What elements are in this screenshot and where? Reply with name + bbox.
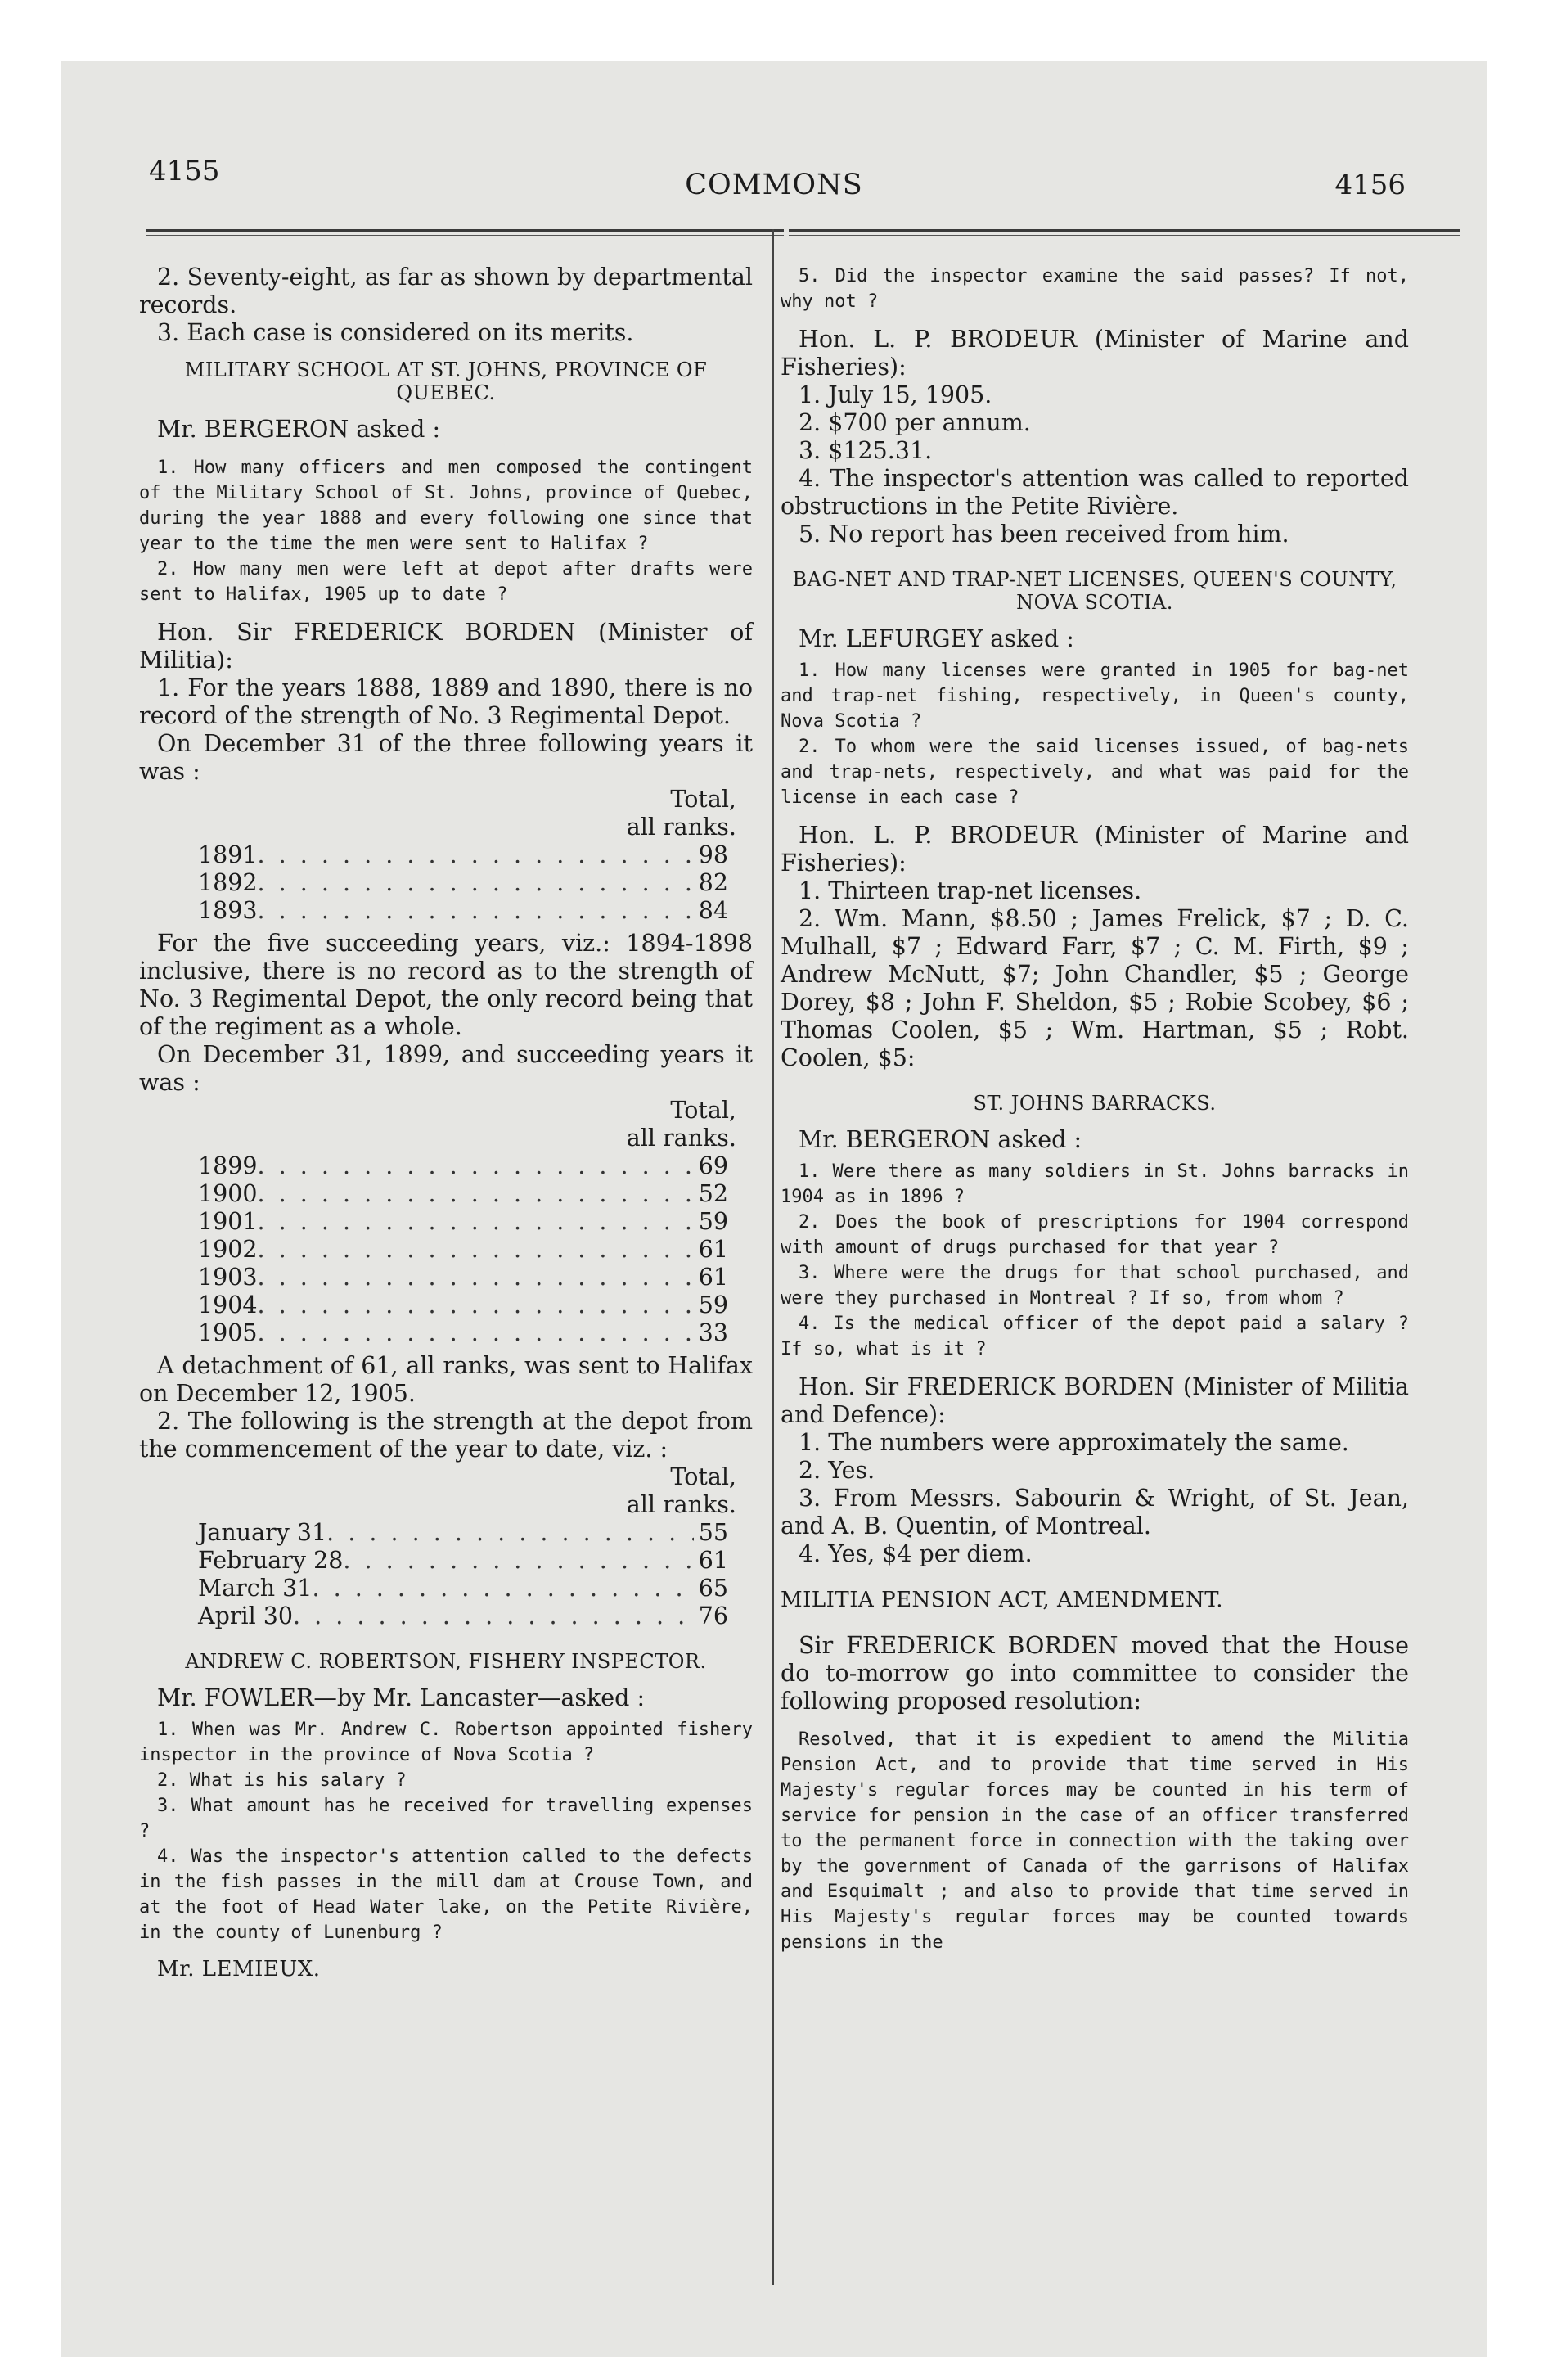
barracks-answer-3: 3. From Messrs. Sabourin & Wright, of St. Jean, and A. B. Quentin, of Montreal.	[781, 1485, 1409, 1539]
barracks-answer-1: 1. The numbers were approximately the same.	[799, 1429, 1349, 1456]
barracks-question-2: 2. Does the book of prescriptions for 1904 correspond with amount of drugs purchased for that year ?	[781, 1212, 1409, 1258]
asker-lefurgey: Mr. LEFURGEY asked :	[799, 625, 1074, 652]
heading-st-johns-barracks: ST. JOHNS BARRACKS.	[973, 1092, 1217, 1115]
answerer-borden: Hon. Sir FREDERICK BORDEN (Minister of Militia):	[139, 619, 753, 674]
license-question-1: 1. How many licenses were granted in 1905 for bag-net and trap-net fishing, respectively, in Queen's county, Nova Scotia ?	[781, 660, 1409, 732]
asker-fowler: Mr. FOWLER—by Mr. Lancaster—asked :	[157, 1684, 646, 1711]
table-row: 1892 . . . 82	[139, 869, 753, 897]
table-header-total: Total,	[670, 1463, 736, 1490]
strength-table-1891	[139, 786, 753, 925]
scanned-page	[61, 61, 1487, 2357]
table-row: 1893 . . . 84	[139, 897, 753, 925]
table-header-total: Total,	[670, 1097, 736, 1124]
fishery-question-1: 1. When was Mr. Andrew C. Robertson appointed fishery inspector in the province of Nova Scotia ?	[139, 1720, 753, 1765]
answerer-borden-2: Hon. Sir FREDERICK BORDEN (Minister of Militia and Defence):	[781, 1373, 1409, 1428]
table-row: 1901 . . . 59	[139, 1208, 753, 1236]
heading-bag-net-licenses: BAG-NET AND TRAP-NET LICENSES, QUEEN'S COUNTY, NOVA SCOTIA.	[792, 568, 1397, 614]
answer-4: On December 31, 1899, and succeeding years it was :	[139, 1041, 753, 1096]
heading-fishery-inspector: ANDREW C. ROBERTSON, FISHERY INSPECTOR.	[185, 1650, 707, 1673]
fishery-answer-3: 3. $125.31.	[799, 437, 933, 464]
answer-3: For the five succeeding years, viz.: 1894-1898 inclusive, there is no record as to the strength of No. 3 Regimental Depot, the only record being that of the regiment as a whole.	[139, 930, 753, 1040]
fishery-answer-1: 1. July 15, 1905.	[799, 381, 992, 408]
license-question-2: 2. To whom were the said licenses issued, of bag-nets and trap-nets, respectively, and what was paid for the license in each case ?	[781, 737, 1409, 808]
barracks-question-1: 1. Were there as many soldiers in St. Johns barracks in 1904 as in 1896 ?	[781, 1161, 1409, 1207]
barracks-question-4: 4. Is the medical officer of the depot paid a salary ? If so, what is it ?	[781, 1314, 1409, 1359]
table-row: March 31 . . . 65	[139, 1575, 753, 1602]
table-row: 1891 . . . 98	[139, 841, 753, 869]
left-page-number: 4155	[149, 155, 220, 187]
barracks-answer-4: 4. Yes, $4 per diem.	[799, 1540, 1033, 1567]
page-header	[61, 61, 1487, 241]
table-row: January 31 . . . 55	[139, 1519, 753, 1547]
table-header-ranks: all ranks.	[626, 1125, 736, 1152]
question-1: 1. How many officers and men composed the contingent of the Military School of St. Johns, province of Quebec, during the year 1888 and every following one since that year to the time the men were sent to Halifax ?	[139, 458, 753, 554]
intro-answer-2: 2. Seventy-eight, as far as shown by departmental records.	[139, 264, 753, 318]
fishery-question-4: 4. Was the inspector's attention called to the defects in the fish passes in the mill dam at Crouse Town, and at the foot of Head Water lake, on the Petite Rivière, in the county of Lunenburg ?	[139, 1846, 753, 1943]
table-header-total: Total,	[670, 786, 736, 813]
fishery-question-3: 3. What amount has he received for travelling expenses ?	[139, 1796, 753, 1841]
license-answer-2: 2. Wm. Mann, $8.50 ; James Frelick, $7 ; D. C. Mulhall, $7 ; Edward Farr, $7 ; C. M. Firth, $9 ; Andrew McNutt, $7; John Chandler, $5 ; George Dorey, $8 ; John F. Sheldon, $5 ; Robie Scobey, $6 ; Thomas Coolen, $5 ; Wm. Hartman, $5 ; Robt. Coolen, $5:	[781, 905, 1409, 1071]
table-header-ranks: all ranks.	[626, 814, 736, 841]
right-page-number: 4156	[1334, 169, 1406, 201]
resolution-text: Resolved, that it is expedient to amend the Militia Pension Act, and to provide that time served in His Majesty's regular forces may be counted in his term of service for pension in the case of an officer transferred to the permanent force in connection with the taking over by the government of Canada of the garrisons of Halifax and Esquimalt ; and also to provide that time served in His Majesty's regular forces may be counted towards pensions in the	[781, 1729, 1409, 1953]
table-row: 1899 . . . 69	[139, 1152, 753, 1180]
strength-table-1899	[139, 1097, 753, 1347]
fishery-answer-2: 2. $700 per annum.	[799, 409, 1031, 436]
header-rule-right	[789, 229, 1460, 236]
answerer-brodeur: Hon. L. P. BRODEUR (Minister of Marine and Fisheries):	[781, 326, 1409, 381]
right-column	[781, 264, 1409, 1955]
answerer-brodeur-2: Hon. L. P. BRODEUR (Minister of Marine and Fisheries):	[781, 822, 1409, 877]
table-row: 1903 . . . 61	[139, 1264, 753, 1291]
heading-militia-pension-act: MILITIA PENSION ACT, AMENDMENT.	[781, 1588, 1224, 1612]
answer-5: A detachment of 61, all ranks, was sent to Halifax on December 12, 1905.	[139, 1352, 753, 1407]
license-answer-1: 1. Thirteen trap-net licenses.	[799, 877, 1142, 904]
question-2: 2. How many men were left at depot after drafts were sent to Halifax, 1905 up to date ?	[139, 559, 753, 605]
answer-1: 1. For the years 1888, 1889 and 1890, there is no record of the strength of No. 3 Regimental Depot.	[139, 674, 753, 729]
column-divider	[772, 229, 774, 2285]
answer-2: On December 31 of the three following years it was :	[139, 730, 753, 785]
left-column	[139, 264, 753, 1981]
motion-borden: Sir FREDERICK BORDEN moved that the House do to-morrow go into committee to consider the following proposed resolution:	[781, 1632, 1409, 1715]
table-header-ranks: all ranks.	[626, 1491, 736, 1518]
heading-military-school: MILITARY SCHOOL AT ST. JOHNS, PROVINCE OF QUEBEC.	[184, 358, 708, 404]
barracks-question-3: 3. Where were the drugs for that school purchased, and were they purchased in Montreal ? If so, from whom ?	[781, 1263, 1409, 1309]
table-row: 1905 . . . 33	[139, 1319, 753, 1347]
fishery-question-2: 2. What is his salary ?	[157, 1770, 407, 1791]
asker-bergeron: Mr. BERGERON asked :	[157, 416, 441, 443]
strength-table-1905	[139, 1463, 753, 1630]
table-row: April 30 . . . 76	[139, 1602, 753, 1630]
table-row: 1902 . . . 61	[139, 1236, 753, 1264]
intro-answer-3: 3. Each case is considered on its merits.	[157, 319, 634, 346]
table-row: 1900 . . . 52	[139, 1180, 753, 1208]
barracks-answer-2: 2. Yes.	[799, 1457, 875, 1484]
asker-bergeron-2: Mr. BERGERON asked :	[799, 1126, 1082, 1153]
fishery-answer-5: 5. No report has been received from him.	[799, 521, 1289, 548]
answer-6: 2. The following is the strength at the depot from the commencement of the year to date, viz. :	[139, 1408, 753, 1463]
page-title: COMMONS	[685, 169, 863, 201]
table-row: 1904 . . . 59	[139, 1291, 753, 1319]
table-row: February 28 . . . 61	[139, 1547, 753, 1575]
fishery-question-5: 5. Did the inspector examine the said passes? If not, why not ?	[781, 266, 1409, 312]
speaker-lemieux: Mr. LEMIEUX.	[157, 1957, 321, 1981]
fishery-answer-4: 4. The inspector's attention was called to reported obstructions in the Petite Rivière.	[781, 465, 1409, 520]
header-rule-left	[146, 229, 784, 236]
